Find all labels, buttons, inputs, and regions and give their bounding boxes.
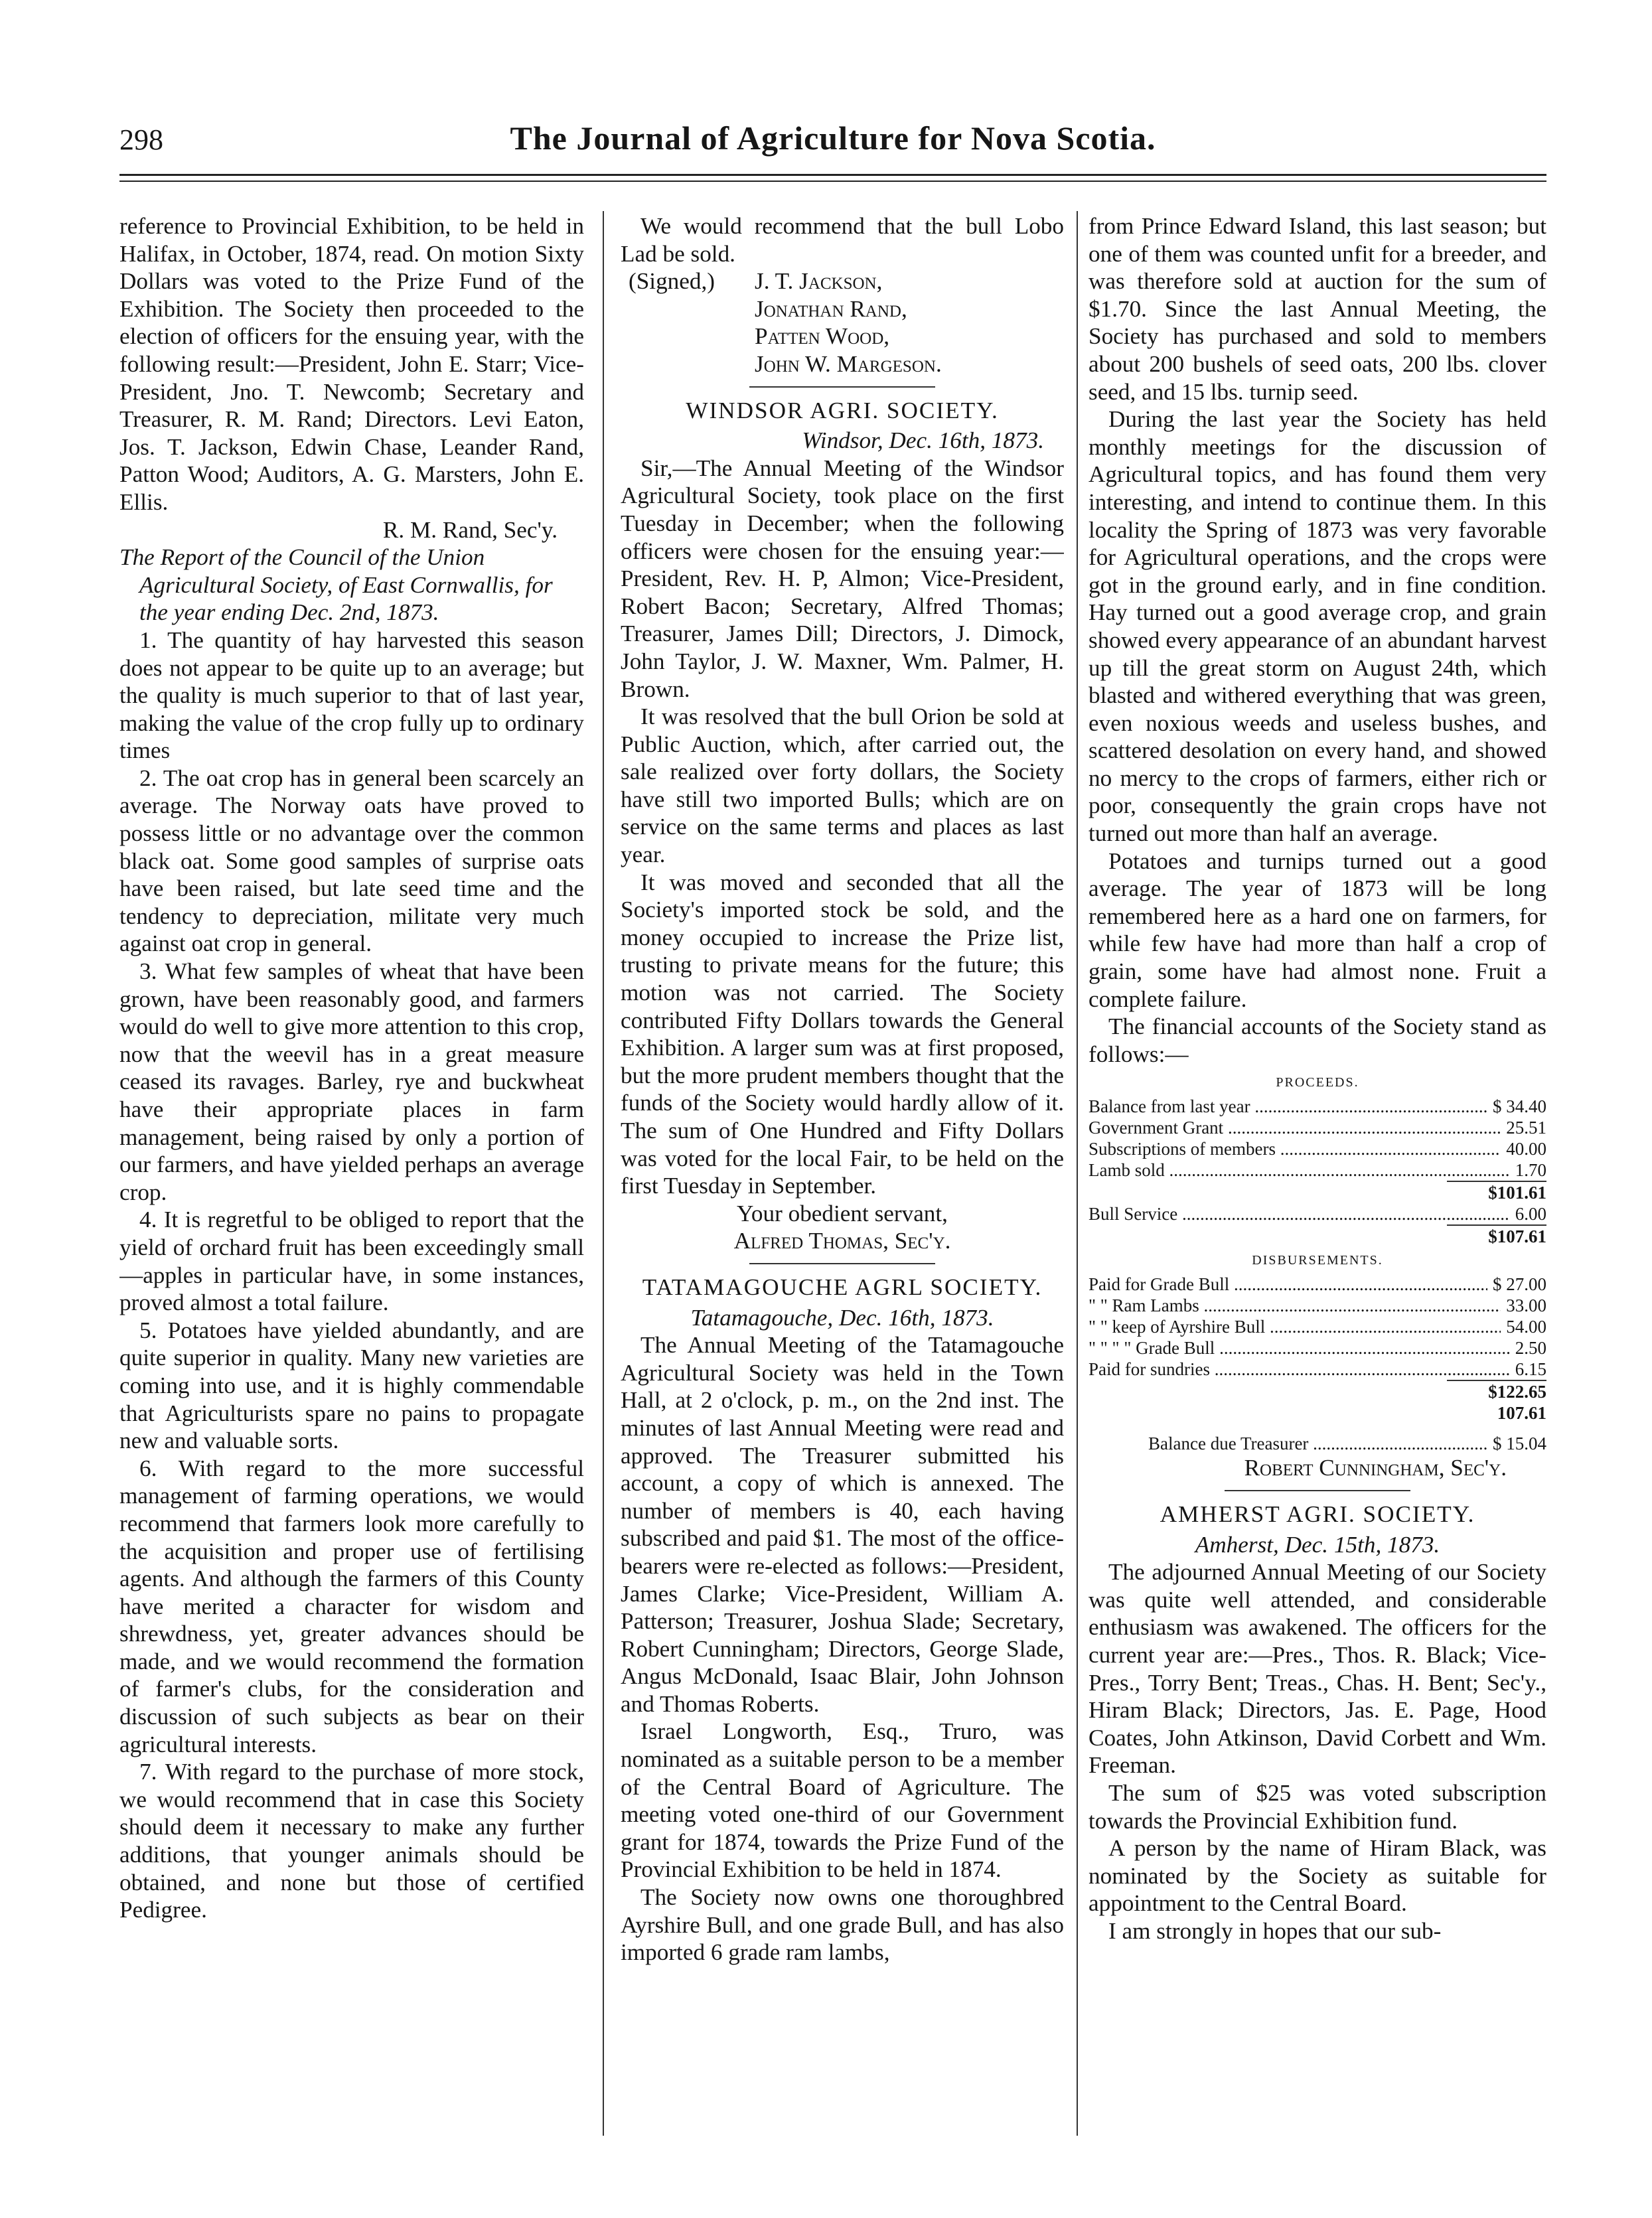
paragraph: We would recommend that the bull Lobo Lad be sold.: [621, 213, 1064, 267]
section-heading-windsor: WINDSOR AGRI. SOCIETY.: [686, 397, 999, 423]
row-label: Paid for sundries .....: [1089, 1359, 1510, 1380]
financial-statement: [1089, 1072, 1546, 1454]
page-header: [119, 119, 1546, 163]
list-item: 7. With regard to the purchase of more stock, we would recommend that in case this Society should deem it necessary to make any further additions, that younger animals should be obtained, and none but those of certified Pedigree.: [119, 1759, 584, 1923]
signature: Alfred Thomas, Sec'y.: [733, 1228, 951, 1254]
total-proceeds: $107.61: [1447, 1224, 1546, 1247]
list-item: 1. The quantity of hay harvested this season does not appear to be quite up to an average; but the quality is much superior to that of last year, making the value of the crop fully up to ordinary times: [119, 627, 584, 764]
table-row: [1089, 1295, 1546, 1316]
total-disbursements: $122.65: [1447, 1380, 1546, 1402]
less-amount: 107.61: [1497, 1403, 1546, 1424]
column-2: [621, 212, 1064, 2150]
proceeds-title: PROCEEDS.: [1276, 1075, 1359, 1090]
paragraph: A person by the name of Hiram Black, was nominated by the Society as suitable for appointment to the Central Board.: [1089, 1835, 1546, 1917]
signer-name: J. T. Jackson,: [755, 268, 883, 295]
row-label: Government Grant .....: [1089, 1117, 1501, 1138]
paragraph: Sir,—The Annual Meeting of the Windsor Agricultural Society, took place on the first Tuesday in December; when the following officers were chosen for the ensuing year:—President, Rev. H. P, Almon; Vice-President, Robert Bacon; Secretary, Alfred Thomas; Treasurer, James Dill; Directors, J. Dimock, John Taylor, J. W. Maxner, Wm. Palmer, H. Brown.: [621, 455, 1064, 702]
journal-title: The Journal of Agriculture for Nova Scotia.: [510, 119, 1156, 157]
report-title: The Report of the Council of the Union Agricultural Society, of East Cornwallis, for the year ending Dec. 2nd, 1873.: [119, 544, 553, 626]
section-divider: [1225, 1490, 1410, 1491]
section-heading-amherst: AMHERST AGRI. SOCIETY.: [1160, 1501, 1475, 1527]
balance-row: [1089, 1433, 1546, 1454]
row-amount: 54.00: [1506, 1317, 1546, 1337]
row-amount: $ 34.40: [1493, 1096, 1546, 1117]
subtotal: $101.61: [1447, 1181, 1546, 1203]
table-row: [1089, 1117, 1546, 1138]
paragraph: During the last year the Society has held monthly meetings for the discussion of Agricultural topics, and has found them very interesting, and intend to continue them. In this locality the Spring of 1873 was very favorable for Agricultural operations, and the crops were got in the ground early, and in fine condition. Hay turned out a good average crop, and grain showed every appearance of an abundant harvest up till the great storm on August 24th, which blasted and withered everything that was green, even noxious weeds and useless bushes, and scattered desolation on every hand, and showed no mercy to the crops of farmers, either rich or poor, consequently the grain crops have not turned out more than half an average.: [1089, 406, 1546, 847]
table-row: [1089, 1274, 1546, 1295]
row-label: Bull Service .....: [1089, 1203, 1510, 1224]
signer-name: John W. Margeson.: [755, 350, 942, 377]
row-label: Balance from last year .....: [1089, 1096, 1487, 1117]
row-amount: 2.50: [1515, 1338, 1546, 1359]
signers-block: [621, 267, 1064, 378]
row-label: Lamb sold .....: [1089, 1159, 1510, 1181]
table-row: [1089, 1359, 1546, 1380]
table-row: [1089, 1138, 1546, 1159]
signed-label: (Signed,): [629, 268, 715, 295]
paragraph: I am strongly in hopes that our sub-: [1108, 1917, 1442, 1944]
signer-name: Patten Wood,: [755, 323, 890, 350]
section-heading-tatamagouche: TATAMAGOUCHE AGRL SOCIETY.: [642, 1274, 1043, 1300]
row-label: " " keep of Ayrshire Bull .....: [1089, 1316, 1501, 1337]
disbursements-title: DISBURSEMENTS.: [1252, 1253, 1383, 1268]
column-divider-1: [603, 211, 604, 2136]
paragraph: Israel Longworth, Esq., Truro, was nominated as a suitable person to be a member of the Central Board of Agriculture. The meeting voted one-third of our Government grant for 1874, towards the Prize Fund of the Provincial Exhibition to be held in 1874.: [621, 1718, 1064, 1883]
signature: R. M. Rand, Sec'y.: [382, 516, 558, 543]
paragraph: from Prince Edward Island, this last season; but one of them was counted unfit for a breeder, and was therefore sold at auction for the sum of $1.70. Since the last Annual Meeting, the Society has purchased and sold to members about 200 bushels of seed oats, 200 lbs. clover seed, and 15 lbs. turnip seed.: [1089, 213, 1546, 405]
dateline: Amherst, Dec. 15th, 1873.: [1195, 1531, 1440, 1558]
row-amount: 6.00: [1515, 1204, 1546, 1224]
row-amount: 1.70: [1515, 1160, 1546, 1181]
paragraph: The Society now owns one thoroughbred Ayrshire Bull, and one grade Bull, and has also imported 6 grade ram lambs,: [621, 1884, 1064, 1966]
paragraph: reference to Provincial Exhibition, to be held in Halifax, in October, 1874, read. On motion Sixty Dollars was voted to the Prize Fund of the Exhibition. The Society then proceeded to the election of officers for the ensuing year, with the following result:—President, John E. Starr; Vice-President, Jno. T. Newcomb; Secretary and Treasurer, R. M. Rand; Directors. Levi Eaton, Jos. T. Jackson, Edwin Chase, Leander Rand, Patton Wood; Auditors, A. G. Marsters, John E. Ellis.: [119, 213, 584, 515]
paragraph: It was resolved that the bull Orion be sold at Public Auction, which, after carried out, the sale realized over forty dollars, the Society have still two imported Bulls; which are on service on the same terms and places as last year.: [621, 703, 1064, 868]
list-item: 5. Potatoes have yielded abundantly, and are quite superior in quality. Many new varieties are coming into use, and it is highly commendable that Agriculturists spare no pains to propagate new and valuable sorts.: [119, 1317, 584, 1454]
table-row: [1089, 1337, 1546, 1359]
signature: Robert Cunningham, Sec'y.: [1244, 1455, 1507, 1481]
paragraph: The Annual Meeting of the Tatamagouche Agricultural Society was held in the Town Hall, at 2 o'clock, p. m., on the 2nd inst. The minutes of last Annual Meeting were read and approved. The Treasurer submitted his account, a copy of which is annexed. The number of members is 40, each having subscribed and paid $1. The most of the office-bearers were re-elected as follows:—President, James Clarke; Vice-President, William A. Patterson; Treasurer, Joshua Slade; Secretary, Robert Cunningham; Directors, George Slade, Angus McDonald, Isaac Blair, John Johnson and Thomas Roberts.: [621, 1332, 1064, 1717]
column-1: [119, 212, 584, 2150]
table-row: [1089, 1203, 1546, 1224]
dateline: Windsor, Dec. 16th, 1873.: [802, 427, 1044, 454]
row-amount: $ 15.04: [1493, 1434, 1546, 1454]
row-amount: 6.15: [1515, 1359, 1546, 1380]
list-item: 4. It is regretful to be obliged to report that the yield of orchard fruit has been exceedingly small—apples in particular have, in some instances, proved almost a total failure.: [119, 1207, 584, 1316]
header-rule-bottom: [119, 181, 1546, 182]
row-amount: 33.00: [1506, 1295, 1546, 1316]
section-divider: [749, 386, 935, 388]
row-label: " " " " Grade Bull .....: [1089, 1337, 1510, 1359]
column-3: [1089, 212, 1546, 2150]
paragraph: The adjourned Annual Meeting of our Society was quite well attended, and considerable enthusiasm was awakened. The officers for the current year are:—Pres., Thos. R. Black; Vice-Pres., Torry Bent; Treas., Chas. H. Bent; Sec'y., Hiram Black; Directors, Jas. E. Page, Hood Coates, John Atkinson, David Corbett and Wm. Freeman.: [1089, 1559, 1546, 1779]
list-item: 2. The oat crop has in general been scarcely an average. The Norway oats have proved to possess little or no advantage over the common black oat. Some good samples of surprise oats have been raised, but late seed time and the tendency to depreciation, militate very much against oat crop in general.: [119, 765, 584, 957]
header-rule-top: [119, 174, 1546, 176]
section-divider: [749, 1263, 935, 1264]
dateline: Tatamagouche, Dec. 16th, 1873.: [690, 1304, 994, 1331]
row-label: Paid for Grade Bull .....: [1089, 1274, 1487, 1295]
paragraph: The sum of $25 was voted subscription towards the Provincial Exhibition fund.: [1089, 1779, 1546, 1834]
paragraph: Potatoes and turnips turned out a good average. The year of 1873 will be long remembered here as a hard one on farmers, for while few have had more than half a crop of grain, some have had almost none. Fruit a complete failure.: [1089, 848, 1546, 1012]
table-row: [1089, 1096, 1546, 1117]
table-row: [1089, 1316, 1546, 1337]
row-label: Balance due Treasurer .....: [1148, 1433, 1487, 1454]
closing: Your obedient servant,: [737, 1200, 948, 1226]
list-item: 3. What few samples of wheat that have been grown, have been reasonably good, and farmers would do well to give more attention to this crop, now that the weevil has in a great measure ceased its ravages. Barley, rye and buckwheat have their appropriate places in farm management, being raised by only a portion of our farmers, and have yielded perhaps an average crop.: [119, 958, 584, 1205]
row-label: Subscriptions of members .....: [1089, 1138, 1501, 1159]
column-divider-2: [1077, 211, 1078, 2136]
row-amount: $ 27.00: [1493, 1274, 1546, 1295]
table-row: [1089, 1159, 1546, 1181]
row-amount: 40.00: [1506, 1139, 1546, 1159]
paragraph: The financial accounts of the Society stand as follows:—: [1089, 1013, 1546, 1067]
list-item: 6. With regard to the more successful management of farming operations, we would recommend that farmers look more carefully to the acquisition and proper use of fertilising agents. And although the farmers of this County have merited a character for wisdom and shrewdness, yet, greater advances should be made, and we would recommend the formation of farmer's clubs, for the consideration and discussion of such subjects as bear on their agricultural interests.: [119, 1455, 584, 1757]
row-amount: 25.51: [1506, 1118, 1546, 1138]
page-number: 298: [119, 123, 163, 156]
row-label: " " Ram Lambs .....: [1089, 1295, 1501, 1316]
paragraph: It was moved and seconded that all the Society's imported stock be sold, and the money occupied to increase the Prize list, trusting to private means for the future; this motion was not carried. The Society contributed Fifty Dollars towards the General Exhibition. A larger sum was at first proposed, but the more prudent members thought that the funds of the Society would hardly allow of it. The sum of One Hundred and Fifty Dollars was voted for the local Fair, to be held on the first Tuesday in September.: [621, 869, 1064, 1199]
signer-name: Jonathan Rand,: [755, 295, 907, 322]
